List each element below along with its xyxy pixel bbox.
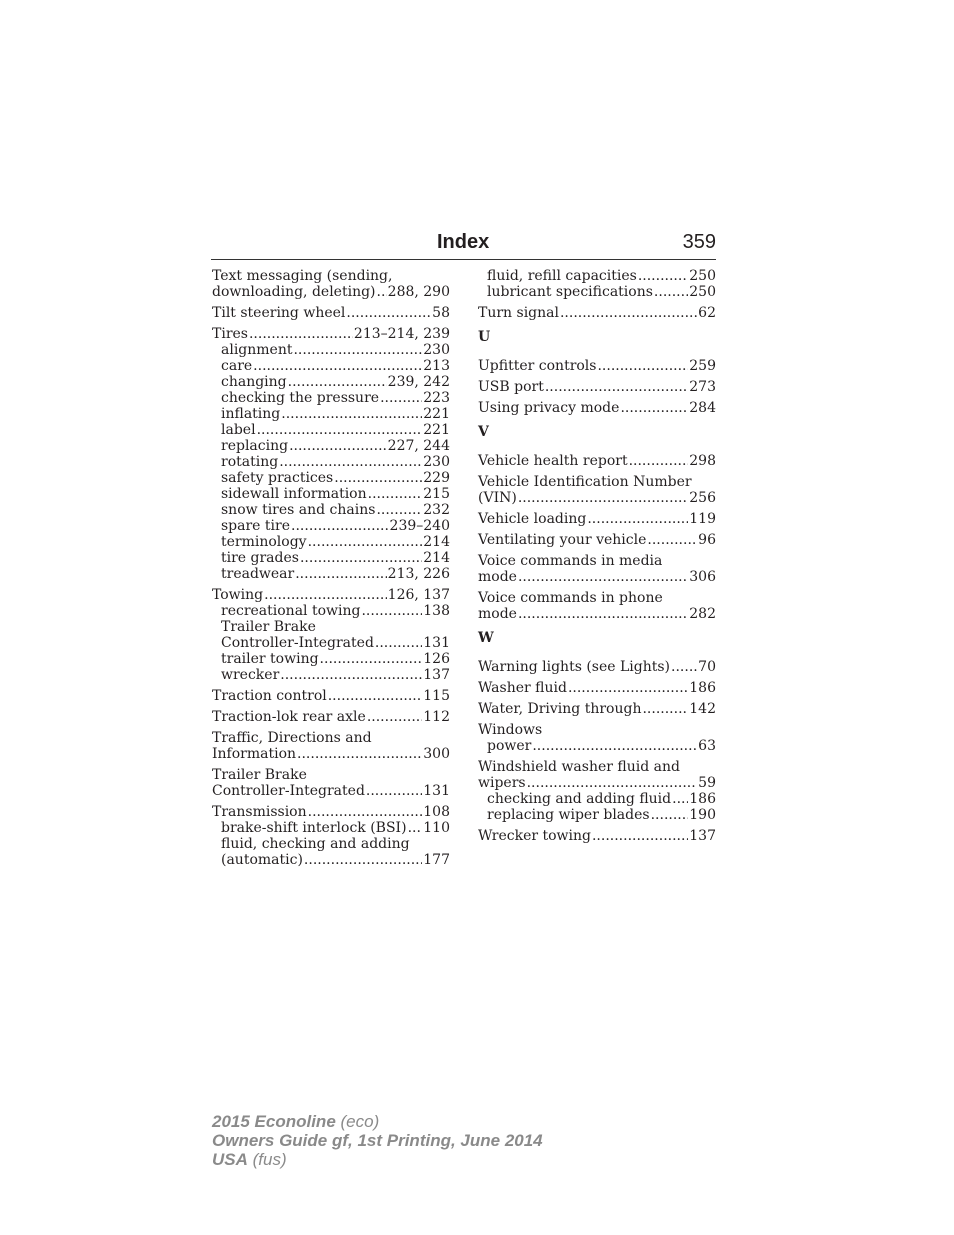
- index-entry: [478, 759, 716, 823]
- index-line: Text messaging (sending,: [212, 268, 393, 284]
- index-entry: [478, 400, 716, 416]
- index-line: recreational towing ..... 138: [212, 603, 450, 619]
- index-line: Traction-lok rear axle ..... 112: [212, 709, 450, 725]
- page-footer: 2015 Econoline (eco) Owners Guide gf, 1st Printing, June 2014 USA (fus): [212, 1112, 543, 1169]
- page-header: [211, 229, 716, 260]
- index-line: Windows: [478, 722, 543, 738]
- index-line: lubricant specifications ..... 250: [478, 284, 716, 300]
- section-letter-v: V: [478, 424, 489, 440]
- index-entry-towing: [212, 587, 450, 683]
- index-entry: [478, 532, 716, 548]
- index-line: wipers ..... 59: [478, 775, 716, 791]
- index-line: wrecker ..... 137: [212, 667, 450, 683]
- index-line: Upfitter controls ..... 259: [478, 358, 716, 374]
- index-line: Using privacy mode ..... 284: [478, 400, 716, 416]
- index-line: (VIN) ..... 256: [478, 490, 716, 506]
- index-line: inflating ..... 221: [212, 406, 450, 422]
- index-entry: [212, 268, 450, 300]
- index-entry-transmission: [212, 804, 450, 868]
- index-line: Trailer Brake: [221, 619, 316, 635]
- index-line: Vehicle health report ..... 298: [478, 453, 716, 469]
- index-line: (automatic) ..... 177: [212, 852, 450, 868]
- index-entry: [478, 305, 716, 321]
- index-entry: [212, 767, 450, 799]
- index-line: Tires ..... 213–214, 239: [212, 326, 450, 342]
- index-line: checking the pressure ..... 223: [212, 390, 450, 406]
- index-line: Towing ..... 126, 137: [212, 587, 450, 603]
- index-entry: [478, 553, 716, 585]
- index-entry: [478, 680, 716, 696]
- index-entry: [478, 474, 716, 506]
- index-entry: [478, 268, 716, 300]
- index-entry: [478, 590, 716, 622]
- footer-model: 2015 Econoline: [212, 1112, 336, 1131]
- index-line: Tilt steering wheel ..... 58: [212, 305, 450, 321]
- index-entry: [478, 828, 716, 844]
- index-line: checking and adding fluid ..... 186: [478, 791, 716, 807]
- index-entry: [212, 688, 450, 704]
- index-line: Traffic, Directions and: [212, 730, 372, 746]
- index-line: Voice commands in media: [478, 553, 663, 569]
- footer-region: USA: [212, 1150, 248, 1169]
- index-line: Controller-Integrated ..... 131: [212, 783, 450, 799]
- index-line: Controller-Integrated ..... 131: [212, 635, 450, 651]
- index-entry: [212, 730, 450, 762]
- page-title: Index: [437, 231, 490, 253]
- index-line: rotating ..... 230: [212, 454, 450, 470]
- index-line: Warning lights (see Lights) ..... 70: [478, 659, 716, 675]
- index-line: tire grades ..... 214: [212, 550, 450, 566]
- index-line: Voice commands in phone: [478, 590, 663, 606]
- index-line: Turn signal ..... 62: [478, 305, 716, 321]
- index-line: Trailer Brake: [212, 767, 307, 783]
- page-number: 359: [682, 231, 716, 253]
- index-line: mode ..... 282: [478, 606, 716, 622]
- index-line: Information ..... 300: [212, 746, 450, 762]
- index-line: mode ..... 306: [478, 569, 716, 585]
- index-line: replacing ..... 227, 244: [212, 438, 450, 454]
- index-line: Wrecker towing ..... 137: [478, 828, 716, 844]
- index-line: trailer towing ..... 126: [212, 651, 450, 667]
- index-entry: [212, 709, 450, 725]
- index-line: sidewall information ..... 215: [212, 486, 450, 502]
- index-line: snow tires and chains ..... 232: [212, 502, 450, 518]
- index-entry: [478, 701, 716, 717]
- index-entry: [478, 722, 716, 754]
- index-line: spare tire ..... 239–240: [212, 518, 450, 534]
- index-line: USB port ..... 273: [478, 379, 716, 395]
- index-line: replacing wiper blades ..... 190: [478, 807, 716, 823]
- index-line: Traction control ..... 115: [212, 688, 450, 704]
- index-entry: [478, 453, 716, 469]
- index-line: label ..... 221: [212, 422, 450, 438]
- footer-guide: Owners Guide gf, 1st Printing, June 2014: [212, 1131, 543, 1150]
- index-line: downloading, deleting) ..... 288, 290: [212, 284, 450, 300]
- index-line: Washer fluid ..... 186: [478, 680, 716, 696]
- index-line: changing ..... 239, 242: [212, 374, 450, 390]
- index-entry-tires: [212, 326, 450, 582]
- section-letter-u: U: [478, 329, 491, 345]
- index-line: fluid, refill capacities ..... 250: [478, 268, 716, 284]
- index-line: care ..... 213: [212, 358, 450, 374]
- index-line: treadwear ..... 213, 226: [212, 566, 450, 582]
- index-line: fluid, checking and adding: [221, 836, 410, 852]
- index-column-left: [212, 268, 450, 868]
- index-line: Vehicle Identification Number: [478, 474, 692, 490]
- index-line: Transmission ..... 108: [212, 804, 450, 820]
- index-line: alignment ..... 230: [212, 342, 450, 358]
- index-line: Water, Driving through ..... 142: [478, 701, 716, 717]
- index-entry: [478, 358, 716, 374]
- index-line: power ..... 63: [478, 738, 716, 754]
- index-entry: [478, 511, 716, 527]
- section-letter-w: W: [478, 630, 494, 646]
- index-column-right: [478, 268, 716, 844]
- index-line: Ventilating your vehicle ..... 96: [478, 532, 716, 548]
- index-entry: [478, 379, 716, 395]
- index-line: terminology ..... 214: [212, 534, 450, 550]
- index-line: brake-shift interlock (BSI) ..... 110: [212, 820, 450, 836]
- index-entry: [212, 305, 450, 321]
- index-line: Vehicle loading ..... 119: [478, 511, 716, 527]
- index-line: Windshield washer fluid and: [478, 759, 680, 775]
- index-entry: [478, 659, 716, 675]
- index-line: safety practices ..... 229: [212, 470, 450, 486]
